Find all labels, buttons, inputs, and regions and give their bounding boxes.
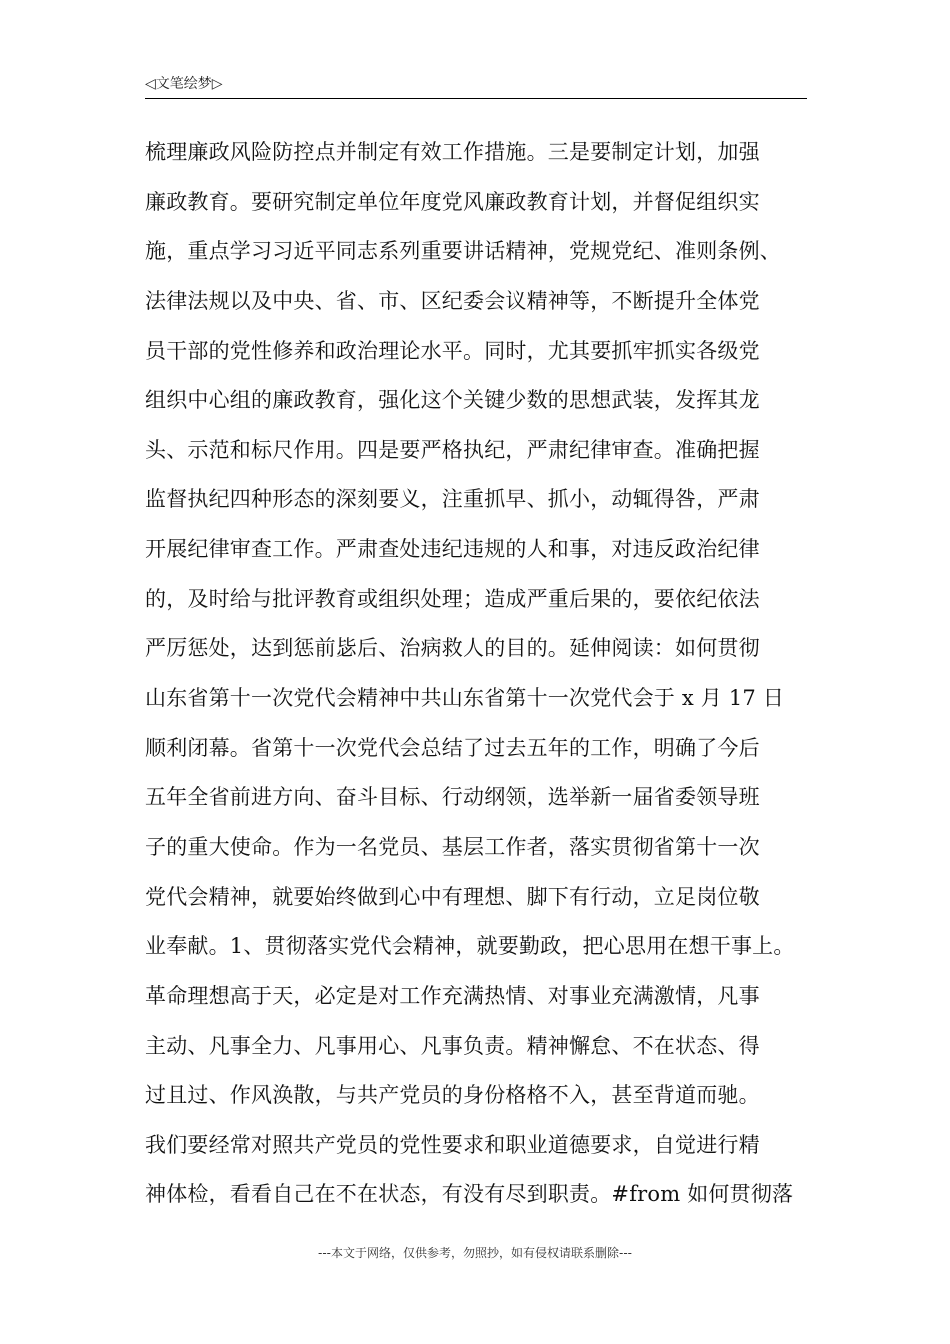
text-line: 施，重点学习习近平同志系列重要讲话精神，党规党纪、准则条例、 <box>145 239 781 264</box>
document-body <box>145 128 810 1220</box>
footer-notice: ---本文于网络，仅供参考，勿照抄，如有侵权请联系删除--- <box>318 1246 632 1260</box>
text-line: 员干部的党性修养和政治理论水平。同时，尤其要抓牢抓实各级党 <box>145 338 760 363</box>
text-line: 严厉惩处，达到惩前毖后、治病救人的目的。延伸阅读：如何贯彻 <box>145 636 760 661</box>
text-line: 山东省第十一次党代会精神中共山东省第十一次党代会于 x 月 17 日 <box>145 686 785 711</box>
text-line: 法律法规以及中央、省、市、区纪委会议精神等，不断提升全体党 <box>145 288 760 313</box>
header-title: ◁文笔绘梦▷ <box>145 76 223 92</box>
text-line: 神体检，看看自己在不在状态，有没有尽到职责。#from 如何贯彻落 <box>145 1182 794 1207</box>
page-header <box>145 74 807 99</box>
text-line: 过且过、作风涣散，与共产党员的身份格格不入，甚至背道而驰。 <box>145 1083 760 1108</box>
page-footer <box>0 1244 950 1261</box>
text-line: 革命理想高于天，必定是对工作充满热情、对事业充满激情，凡事 <box>145 983 760 1008</box>
text-line: 我们要经常对照共产党员的党性要求和职业道德要求，自觉进行精 <box>145 1132 760 1157</box>
text-line: 顺利闭幕。省第十一次党代会总结了过去五年的工作，明确了今后 <box>145 735 760 760</box>
text-line: 开展纪律审查工作。严肃查处违纪违规的人和事，对违反政治纪律 <box>145 537 760 562</box>
text-line: 头、示范和标尺作用。四是要严格执纪，严肃纪律审查。准确把握 <box>145 437 760 462</box>
text-line: 梳理廉政风险防控点并制定有效工作措施。三是要制定计划，加强 <box>145 140 760 164</box>
text-line: 子的重大使命。作为一名党员、基层工作者，落实贯彻省第十一次 <box>145 834 760 859</box>
text-line: 业奉献。1、贯彻落实党代会精神，就要勤政，把心思用在想干事上。 <box>145 934 795 959</box>
text-line: 主动、凡事全力、凡事用心、凡事负责。精神懈怠、不在状态、得 <box>145 1033 760 1058</box>
text-line: 组织中心组的廉政教育，强化这个关键少数的思想武装，发挥其龙 <box>145 388 760 413</box>
text-line: 监督执纪四种形态的深刻要义，注重抓早、抓小，动辄得咎，严肃 <box>145 487 760 512</box>
text-line: 党代会精神，就要始终做到心中有理想、脚下有行动，立足岗位敬 <box>145 884 760 909</box>
text-line: 的，及时给与批评教育或组织处理；造成严重后果的，要依纪依法 <box>145 586 760 611</box>
text-line: 廉政教育。要研究制定单位年度党风廉政教育计划，并督促组织实 <box>145 189 760 214</box>
text-line: 五年全省前进方向、奋斗目标、行动纲领，选举新一届省委领导班 <box>145 785 760 810</box>
